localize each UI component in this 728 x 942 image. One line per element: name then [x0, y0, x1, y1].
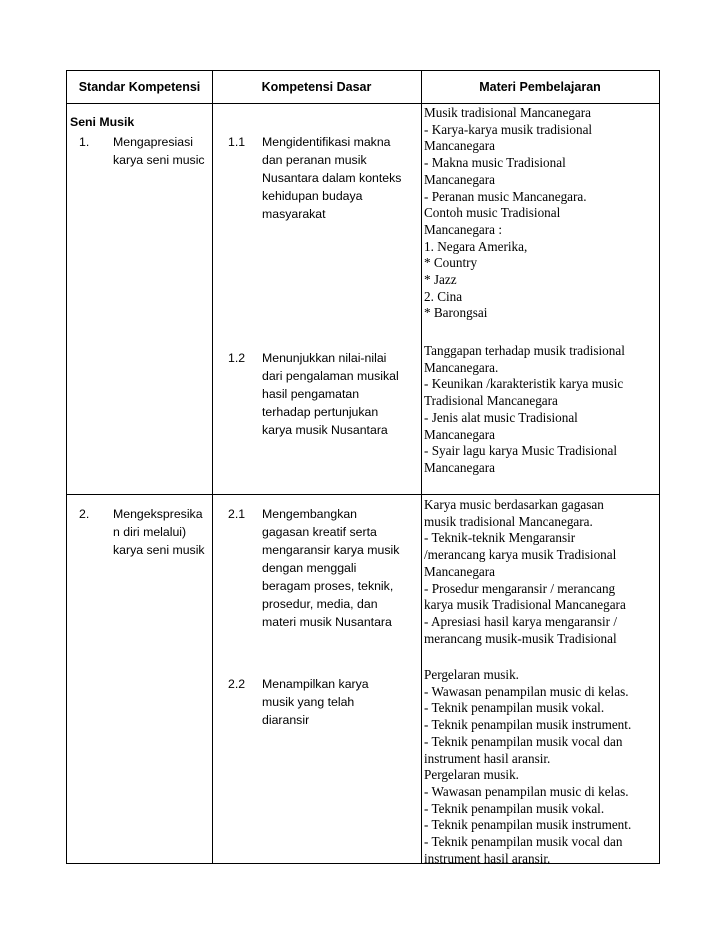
kd-text: Mengidentifikasi makna dan peranan musik Nusantara dalam konteks kehidupan budaya masyarakat [262, 135, 402, 221]
materi-text: Pergelaran musik. - Wawasan penampilan music di kelas. - Teknik penampilan musik vokal. - Teknik penampilan musik instrument. - Teknik penampilan musik vocal dan instrument hasil aransir. Pergelaran musik. - Wawasan penampilan music di kelas. - Teknik penampilan musik vokal. - Teknik penampilan musik instrument. - Teknik penampilan musik vocal dan instrument hasil aransir. [424, 667, 632, 866]
kd-number: 2.1 [228, 507, 246, 521]
materi-text: Tanggapan terhadap musik tradisional Mancanegara. - Keunikan /karakteristik karya music Tradisional Mancanegara - Jenis alat music Tradisional Mancanegara - Syair lagu karya Music Tradisional Mancanegara [424, 343, 625, 475]
section-title: Seni Musik [70, 115, 135, 129]
row-divider [67, 494, 659, 495]
header-divider [67, 103, 659, 104]
kd-text: Menampilkan karya musik yang telah diaransir [262, 677, 369, 727]
kd-text: Menunjukkan nilai-nilai dari pengalaman musikal hasil pengamatan terhadap pertunjukan karya musik Nusantara [262, 351, 399, 437]
competency-table [66, 70, 660, 864]
header-standar-kompetensi: Standar Kompetensi [78, 80, 201, 94]
kd-number: 1.2 [228, 351, 246, 365]
kd-text: Mengembangkan gagasan kreatif serta mengaransir karya musik dengan menggali beragam proses, teknik, prosedur, media, dan materi musik Nusantara [262, 507, 400, 629]
column-divider [421, 71, 422, 863]
materi-text: Musik tradisional Mancanegara - Karya-karya musik tradisional Mancanegara - Makna music Tradisional Mancanegara - Peranan music Mancanegara. Contoh music Tradisional Mancanegara : 1. Negara Amerika, * Country * Jazz 2. Cina * Barongsai [424, 105, 593, 321]
sk-text: Mengapresiasi karya seni music [113, 135, 205, 167]
materi-text: Karya music berdasarkan gagasan musik tradisional Mancanegara. - Teknik-teknik Mengaransir /merancang karya musik Tradisional Mancanegara - Prosedur mengaransir / merancang karya musik Tradisional Mancanegara - Apresiasi hasil karya mengaransir / merancang musik-musik Tradisional [424, 497, 626, 646]
column-divider [212, 71, 213, 863]
sk-text: Mengekspresika n diri melalui) karya seni musik [113, 507, 205, 557]
sk-number: 1. [79, 135, 90, 149]
kd-number: 2.2 [228, 677, 246, 691]
header-materi-pembelajaran: Materi Pembelajaran [479, 80, 601, 94]
header-kompetensi-dasar: Kompetensi Dasar [261, 80, 372, 94]
sk-number: 2. [79, 507, 90, 521]
kd-number: 1.1 [228, 135, 246, 149]
